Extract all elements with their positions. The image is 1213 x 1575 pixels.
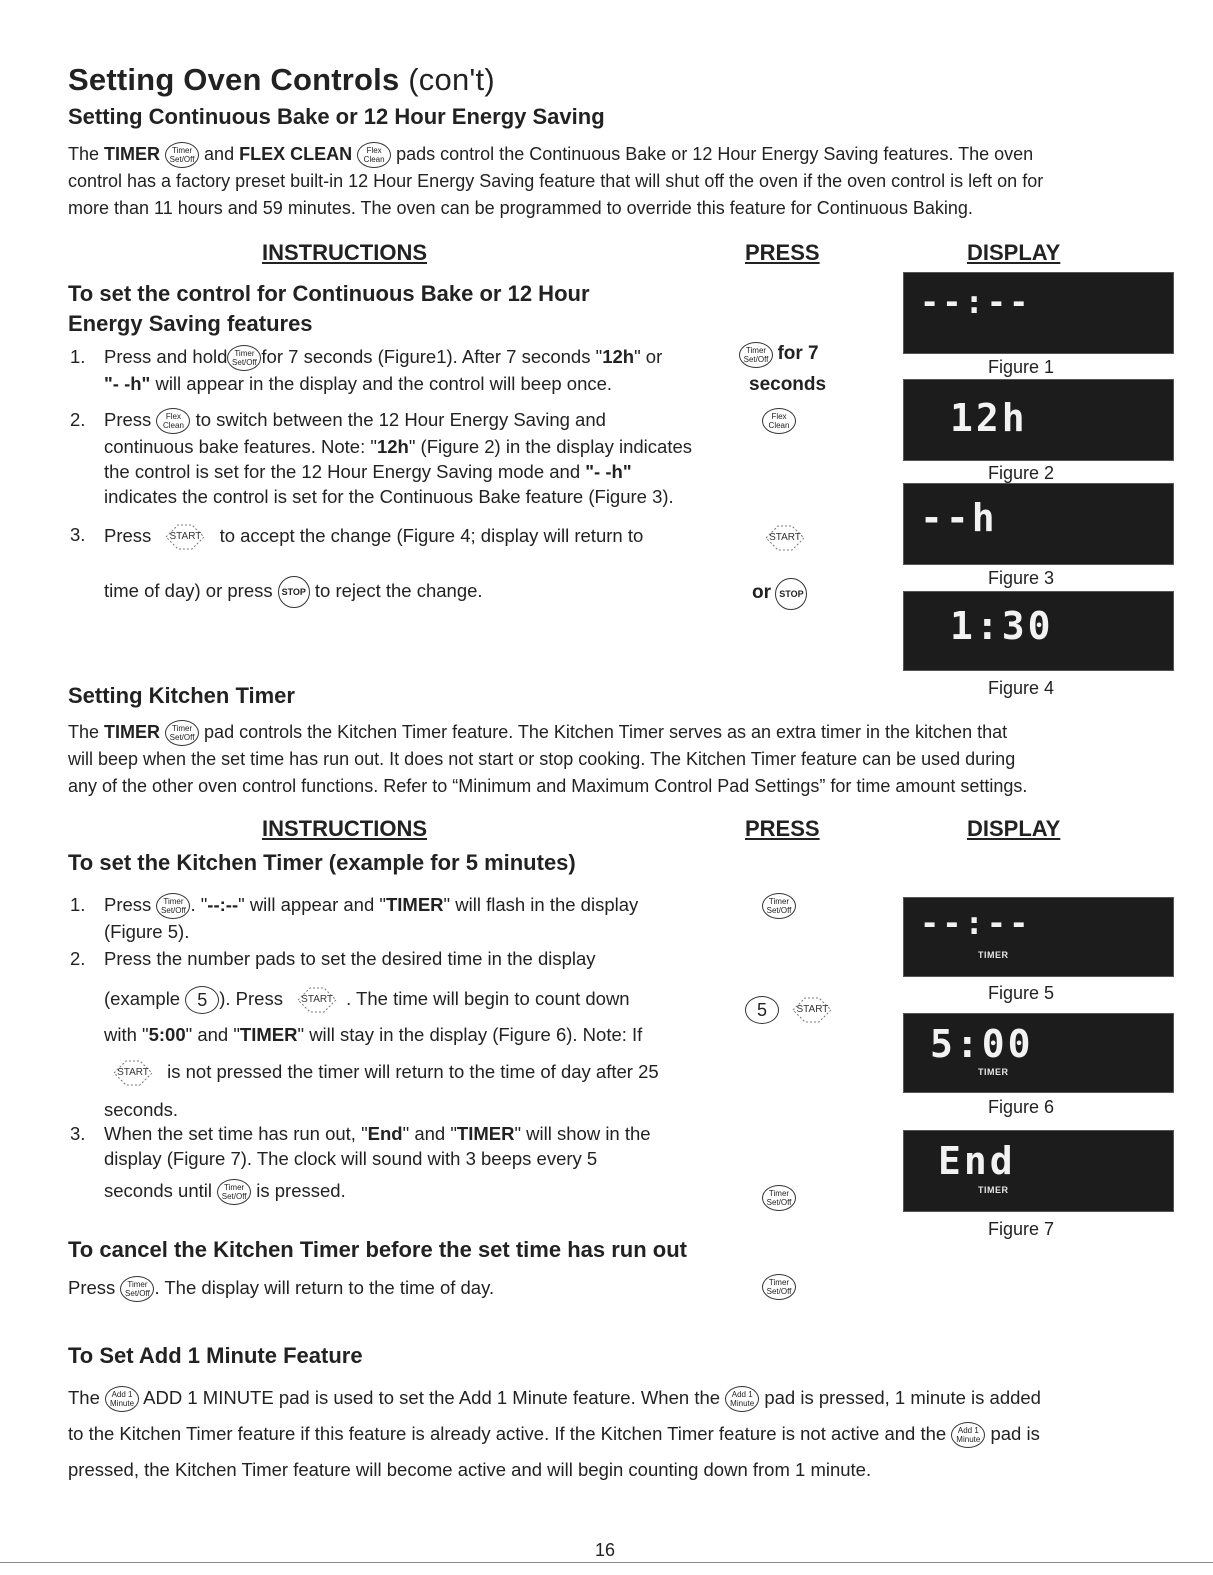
- add-1-minute-pad-icon: Add 1 Minute: [951, 1422, 985, 1448]
- caption-figure-7: Figure 7: [988, 1219, 1055, 1239]
- timer-pad-icon: Timer Set/Off: [739, 342, 773, 368]
- caption-figure-4: Figure 4: [988, 678, 1055, 698]
- column-header-display: DISPLAY: [967, 816, 1061, 841]
- flex-clean-pad-icon: Flex Clean: [357, 142, 391, 168]
- intro-line-3: more than 11 hours and 59 minutes. The oven can be programmed to override this feature for Continuous Baking.: [68, 198, 973, 219]
- step-2-continuous: 2. Press Flex Clean to switch between the 12 Hour Energy Saving and continuous bake features. Note: "12h" (Figure 2) in the display indicates the control is set for the 12 Hour Energy Saving mode and "- -h" indicates the control is set for the Continuous Bake feature (Figure 3).: [70, 409, 693, 508]
- title-continued: (con't): [408, 62, 495, 97]
- step-3-continuous-b: time of day) or press STOP to reject the change.: [104, 576, 724, 608]
- display-figure-7: End TIMER: [903, 1130, 1174, 1212]
- subheading-kitchen-timer: To set the Kitchen Timer (example for 5 minutes): [68, 850, 576, 875]
- timer-pad-icon: Timer Set/Off: [762, 1185, 796, 1211]
- timer-pad-icon: Timer Set/Off: [762, 1274, 796, 1300]
- display-figure-6: 5:00 TIMER: [903, 1013, 1174, 1093]
- footer-divider: [0, 1562, 1213, 1563]
- page-title: [68, 62, 495, 98]
- step-3-continuous: 3. Press START to accept the change (Figure 4; display will return to: [104, 522, 724, 552]
- intro-line-2: control has a factory preset built-in 12 Hour Energy Saving feature that will shut off the oven if the oven control is left on for: [68, 171, 1044, 192]
- caption-figure-6: Figure 6: [988, 1097, 1055, 1117]
- press-timer-cancel: [762, 1274, 796, 1300]
- timer-pad-icon: Timer Set/Off: [120, 1276, 154, 1302]
- step-3-kitchen-timer-b: seconds until Timer Set/Off is pressed.: [104, 1178, 724, 1205]
- step-1-continuous: 1. Press and hold Timer Set/Off for 7 seconds (Figure1). After 7 seconds "12h" or "- -h" will appear in the display and the control will beep once.: [70, 346, 663, 395]
- press-flex-clean: [762, 408, 796, 434]
- flex-clean-pad-icon: Flex Clean: [156, 408, 190, 434]
- add-minute-line-1: The Add 1 Minute ADD 1 MINUTE pad is used to set the Add 1 Minute feature. When the Add 1 Minute pad is pressed, 1 minute is added: [68, 1380, 1188, 1416]
- caption-figure-2: Figure 2: [988, 463, 1055, 483]
- step-3-kitchen-timer: 3. When the set time has run out, "End" and "TIMER" will show in the display (Figure 7). The clock will sound with 3 beeps every 5: [70, 1123, 651, 1169]
- intro-line-1: The TIMER Timer Set/Off pad controls the Kitchen Timer feature. The Kitchen Timer serves as an extra timer in the kitchen that: [68, 719, 1178, 746]
- display-figure-3: --h: [903, 483, 1174, 565]
- cancel-timer-text: Press Timer Set/Off . The display will return to the time of day.: [68, 1275, 748, 1302]
- intro-line-1: The TIMER Timer Set/Off and FLEX CLEAN Flex Clean pads control the Continuous Bake or 12 Hour Energy Saving features. The oven: [68, 141, 1168, 168]
- number-5-pad-icon: 5: [185, 986, 219, 1014]
- number-5-pad-icon: 5: [745, 996, 779, 1024]
- kitchen-timer-intro: [68, 719, 1178, 800]
- add-minute-text: [68, 1380, 1188, 1488]
- start-pad-icon: START: [288, 985, 346, 1015]
- display-figure-5: --:-- TIMER: [903, 897, 1174, 977]
- add-1-minute-pad-icon: Add 1 Minute: [105, 1386, 139, 1412]
- subheading-cancel-timer: To cancel the Kitchen Timer before the set time has run out: [68, 1237, 687, 1262]
- press-start: [756, 523, 814, 553]
- step-2-kitchen-timer: 2. Press the number pads to set the desired time in the display: [70, 948, 596, 969]
- press-seconds-label: seconds: [749, 374, 827, 395]
- add-minute-line-3: pressed, the Kitchen Timer feature will become active and will begin counting down from 1 minute.: [68, 1459, 872, 1480]
- stop-pad-icon: STOP: [775, 578, 807, 610]
- step-2-kitchen-timer-c: with "5:00" and "TIMER" will stay in the display (Figure 6). Note: If: [104, 1024, 643, 1045]
- press-timer-end: [762, 1185, 796, 1211]
- caption-figure-1: Figure 1: [988, 357, 1055, 377]
- add-minute-line-2: to the Kitchen Timer feature if this feature is already active. If the Kitchen Timer feature is not active and the Add 1 Minute pad is: [68, 1416, 1188, 1452]
- step-2-kitchen-timer-b: (example 5 ). Press START . The time will begin to count down: [104, 985, 724, 1015]
- display-figure-4: 1:30: [903, 591, 1174, 671]
- press-timer: [762, 893, 796, 919]
- start-pad-icon: START: [756, 523, 814, 553]
- column-header-press: PRESS: [745, 816, 820, 841]
- step-1-kitchen-timer: 1. Press Timer Set/Off . "--:--" will appear and "TIMER" will flash in the display (Figure 5).: [70, 894, 639, 943]
- intro-line-3: any of the other oven control functions. Refer to “Minimum and Maximum Control Pad Settings” for time amount settings.: [68, 776, 1028, 797]
- step-2-kitchen-timer-e: seconds.: [104, 1099, 179, 1120]
- step-2-kitchen-timer-d: START is not pressed the timer will return to the time of day after 25: [104, 1058, 724, 1088]
- stop-pad-icon: STOP: [278, 576, 310, 608]
- column-header-instructions: INSTRUCTIONS: [262, 240, 427, 265]
- timer-pad-icon: Timer Set/Off: [217, 1179, 251, 1205]
- title-bold: Setting Oven Controls: [68, 62, 400, 97]
- flex-clean-pad-icon: Flex Clean: [762, 408, 796, 434]
- timer-pad-icon: Timer Set/Off: [156, 893, 190, 919]
- press-timer-hold: Timer Set/Off for 7: [739, 342, 819, 368]
- column-header-instructions: INSTRUCTIONS: [262, 816, 427, 841]
- page-number: 16: [595, 1540, 616, 1560]
- timer-pad-icon: Timer Set/Off: [227, 345, 261, 371]
- display-figure-1: --:--: [903, 272, 1174, 354]
- caption-figure-5: Figure 5: [988, 983, 1055, 1003]
- add-1-minute-pad-icon: Add 1 Minute: [725, 1386, 759, 1412]
- caption-figure-3: Figure 3: [988, 568, 1055, 588]
- start-pad-icon: START: [783, 995, 841, 1025]
- column-header-press: PRESS: [745, 240, 820, 265]
- press-5-start: [745, 995, 841, 1025]
- subheading-continuous-bake: To set the control for Continuous Bake or 12 Hour Energy Saving features: [68, 281, 590, 336]
- start-pad-icon: START: [104, 1058, 162, 1088]
- timer-pad-icon: Timer Set/Off: [762, 893, 796, 919]
- press-or-stop: or STOP: [752, 578, 807, 610]
- display-figure-2: 12h: [903, 379, 1174, 461]
- column-header-display: DISPLAY: [967, 240, 1061, 265]
- section-heading-continuous-bake: Setting Continuous Bake or 12 Hour Energy Saving: [68, 104, 605, 129]
- timer-pad-icon: Timer Set/Off: [165, 720, 199, 746]
- section-heading-add-minute: To Set Add 1 Minute Feature: [68, 1343, 363, 1368]
- intro-line-2: will beep when the set time has run out. It does not start or stop cooking. The Kitchen Timer feature can be used during: [68, 749, 1016, 770]
- timer-pad-icon: Timer Set/Off: [165, 142, 199, 168]
- start-pad-icon: START: [156, 522, 214, 552]
- section-heading-kitchen-timer: Setting Kitchen Timer: [68, 683, 295, 708]
- continuous-bake-intro: [68, 141, 1168, 222]
